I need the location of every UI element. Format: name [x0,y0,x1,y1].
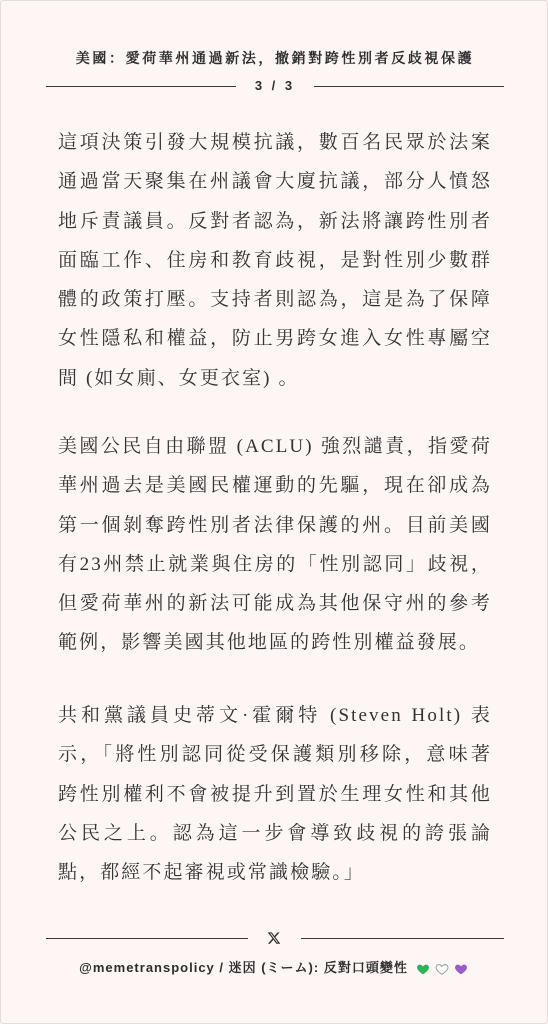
body-line: 跨性別權利不會被提升到置於生理女性和其他 [58,783,492,805]
body-line: 體的政策打壓。支持者則認為，這是為了保障 [58,289,492,311]
header-divider-left [46,86,236,87]
paragraph-2 [58,427,492,663]
purple-heart-icon [454,962,468,975]
body-line: 女性隱私和權益，防止男跨女進入女性專屬空 [58,328,492,350]
body-line: 地斥責議員。反對者認為，新法將讓跨性別者 [58,210,492,232]
footer [1,959,548,977]
body-line: 第一個剝奪跨性別者法律保護的州。目前美國 [58,514,492,536]
green-heart-icon [416,962,430,975]
header-divider-right [314,86,504,87]
body-line: 間 (如女廁、女更衣室) 。 [58,367,300,389]
x-logo-icon [267,931,281,945]
page-indicator: 3 / 3 [254,78,296,93]
body-line: 公民之上。認為這一步會導致歧視的誇張論 [58,822,492,844]
body-line: 面臨工作、住房和教育歧視，是對性別少數群 [58,249,492,271]
body-line: 通過當天聚集在州議會大廈抗議，部分人憤怒 [58,171,492,193]
white-heart-icon [435,962,449,975]
page-title: 美國：愛荷華州通過新法，撤銷對跨性別者反歧視保護 [75,50,475,66]
body-line: 這項決策引發大規模抗議，數百名民眾於法案 [58,132,492,153]
paragraph-1 [58,123,492,398]
footer-divider-right [301,938,504,939]
body-line: 有23州禁止就業與住房的「性別認同」歧視， [58,553,492,575]
paragraph-3 [58,696,492,892]
body-line: 美國公民自由聯盟 (ACLU) 強烈譴責，指愛荷 [58,436,492,457]
body-line: 示，「將性別認同從受保護類別移除，意味著 [58,744,492,766]
body-line: 華州過去是美國民權運動的先驅，現在卻成為 [58,475,492,497]
footer-divider-left [46,938,248,939]
hearts [414,962,471,975]
x-logo-icon-graphic [267,931,281,945]
body-line: 共和黨議員史蒂文·霍爾特 (Steven Holt) 表 [58,705,492,726]
account-handle: @memetranspolicy / 迷因 (ミーム): 反對口頭變性 [79,960,408,975]
body-line: 點，都經不起審視或常識檢驗。」 [58,862,366,884]
body-line: 但愛荷華州的新法可能成為其他保守州的參考 [58,593,492,615]
body-line: 範例，影響美國其他地區的跨性別權益發展。 [58,632,481,654]
